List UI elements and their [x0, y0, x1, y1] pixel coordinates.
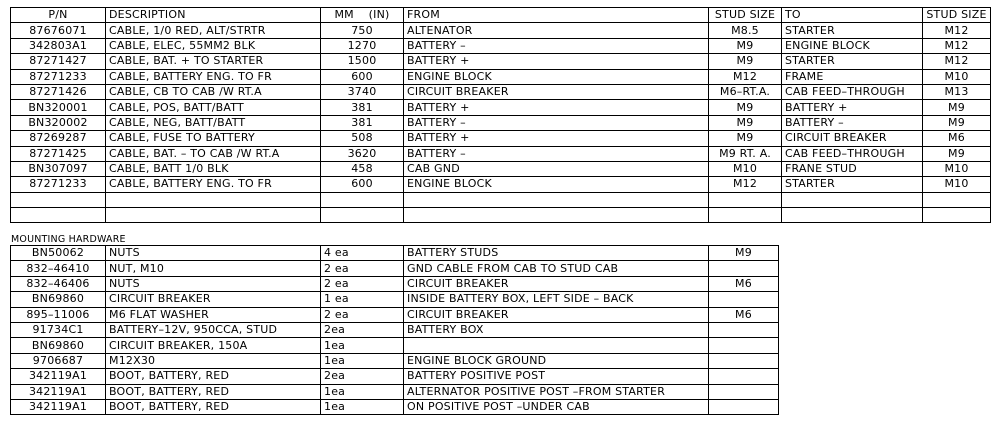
cell-length: 1270	[321, 38, 404, 53]
cell-description: CABLE, FUSE TO BATTERY	[106, 131, 321, 146]
cell-quantity: 2ea	[321, 322, 404, 337]
cell-from-stud-size: M9	[709, 100, 782, 115]
table-row	[11, 384, 779, 399]
cell-quantity: 1ea	[321, 384, 404, 399]
empty-cell	[11, 192, 106, 207]
table-row	[11, 146, 991, 161]
cell-length: 3740	[321, 84, 404, 99]
header-description: DESCRIPTION	[106, 8, 321, 23]
cell-pn: 87271426	[11, 84, 106, 99]
cell-description: CABLE, ELEC, 55MM2 BLK	[106, 38, 321, 53]
empty-cell	[106, 208, 321, 223]
cell-length: 381	[321, 100, 404, 115]
cell-description: NUT, M10	[106, 261, 321, 276]
empty-cell	[321, 192, 404, 207]
cell-to: STARTER	[782, 177, 923, 192]
cell-length: 458	[321, 161, 404, 176]
empty-cell	[11, 208, 106, 223]
empty-cell	[709, 208, 782, 223]
cell-to-stud-size: M9	[923, 146, 991, 161]
table-row	[11, 23, 991, 38]
cell-stud-size	[709, 338, 779, 353]
cell-from: ALTENATOR	[404, 23, 709, 38]
table-row	[11, 100, 991, 115]
cell-location: INSIDE BATTERY BOX, LEFT SIDE – BACK	[404, 292, 709, 307]
cell-description: CABLE, CB TO CAB /W RT.A	[106, 84, 321, 99]
cell-length: 508	[321, 131, 404, 146]
cell-to-stud-size: M12	[923, 38, 991, 53]
cell-pn: 895–11006	[11, 307, 106, 322]
header-from-stud-size: STUD SIZE	[709, 8, 782, 23]
cell-pn: 87271425	[11, 146, 106, 161]
cell-from-stud-size: M9	[709, 54, 782, 69]
cell-pn: 9706687	[11, 353, 106, 368]
cell-to-stud-size: M13	[923, 84, 991, 99]
header-to-stud-size: STUD SIZE	[923, 8, 991, 23]
cell-stud-size: M9	[709, 246, 779, 261]
cell-from: ENGINE BLOCK	[404, 69, 709, 84]
cell-stud-size	[709, 322, 779, 337]
cell-to: STARTER	[782, 54, 923, 69]
cell-quantity: 2 ea	[321, 307, 404, 322]
cell-from: BATTERY +	[404, 54, 709, 69]
cell-quantity: 4 ea	[321, 246, 404, 261]
cell-from-stud-size: M9	[709, 131, 782, 146]
cell-from-stud-size: M9	[709, 38, 782, 53]
cell-description: CABLE, POS, BATT/BATT	[106, 100, 321, 115]
cell-quantity: 1ea	[321, 353, 404, 368]
header-mm-in: MM (IN)	[321, 8, 404, 23]
cell-location: ON POSITIVE POST –UNDER CAB	[404, 399, 709, 414]
cell-description: CIRCUIT BREAKER, 150A	[106, 338, 321, 353]
cell-pn: 91734C1	[11, 322, 106, 337]
cell-description: BOOT, BATTERY, RED	[106, 399, 321, 414]
empty-cell	[782, 192, 923, 207]
cell-location: GND CABLE FROM CAB TO STUD CAB	[404, 261, 709, 276]
table-row	[11, 307, 779, 322]
table-row	[11, 261, 779, 276]
table-row	[11, 369, 779, 384]
cell-pn: BN50062	[11, 246, 106, 261]
cell-to: BATTERY –	[782, 115, 923, 130]
table-row	[11, 353, 779, 368]
cell-location: BATTERY POSITIVE POST	[404, 369, 709, 384]
cell-from-stud-size: M9	[709, 115, 782, 130]
empty-cell	[923, 208, 991, 223]
cell-from: BATTERY +	[404, 100, 709, 115]
cell-to: STARTER	[782, 23, 923, 38]
cell-description: NUTS	[106, 246, 321, 261]
empty-cell	[709, 192, 782, 207]
header-pn: P/N	[11, 8, 106, 23]
empty-cell	[923, 192, 991, 207]
cell-pn: 87271427	[11, 54, 106, 69]
cell-to: ENGINE BLOCK	[782, 38, 923, 53]
cell-location: BATTERY STUDS	[404, 246, 709, 261]
cell-description: CABLE, 1/0 RED, ALT/STRTR	[106, 23, 321, 38]
cell-length: 750	[321, 23, 404, 38]
cell-length: 600	[321, 69, 404, 84]
cell-pn: BN320002	[11, 115, 106, 130]
table-row	[11, 338, 779, 353]
cable-table	[10, 7, 991, 223]
cell-to-stud-size: M12	[923, 54, 991, 69]
cell-to-stud-size: M10	[923, 161, 991, 176]
cell-from-stud-size: M9 RT. A.	[709, 146, 782, 161]
empty-row	[11, 192, 991, 207]
cell-pn: BN307097	[11, 161, 106, 176]
empty-cell	[321, 208, 404, 223]
empty-row	[11, 208, 991, 223]
cell-stud-size	[709, 369, 779, 384]
table-row	[11, 84, 991, 99]
table-row	[11, 54, 991, 69]
empty-cell	[106, 192, 321, 207]
cell-to-stud-size: M10	[923, 69, 991, 84]
cell-description: CABLE, NEG, BATT/BATT	[106, 115, 321, 130]
cell-stud-size: M6	[709, 307, 779, 322]
cell-location	[404, 338, 709, 353]
table-row	[11, 276, 779, 291]
cell-stud-size	[709, 261, 779, 276]
cell-description: CABLE, BAT. + TO STARTER	[106, 54, 321, 69]
cell-from: BATTERY –	[404, 115, 709, 130]
header-to: TO	[782, 8, 923, 23]
cell-from-stud-size: M8.5	[709, 23, 782, 38]
table-row	[11, 292, 779, 307]
cell-from: BATTERY –	[404, 38, 709, 53]
cell-description: NUTS	[106, 276, 321, 291]
cell-pn: 832–46410	[11, 261, 106, 276]
cell-description: CABLE, BATTERY ENG. TO FR	[106, 69, 321, 84]
cell-description: M12X30	[106, 353, 321, 368]
cell-to: FRANE STUD	[782, 161, 923, 176]
cell-pn: 87269287	[11, 131, 106, 146]
cell-from: CIRCUIT BREAKER	[404, 84, 709, 99]
cell-to: CIRCUIT BREAKER	[782, 131, 923, 146]
cell-description: BATTERY–12V, 950CCA, STUD	[106, 322, 321, 337]
cell-location: ENGINE BLOCK GROUND	[404, 353, 709, 368]
cell-to-stud-size: M9	[923, 100, 991, 115]
cell-stud-size	[709, 292, 779, 307]
cell-pn: BN69860	[11, 338, 106, 353]
cell-pn: 342803A1	[11, 38, 106, 53]
cell-to-stud-size: M9	[923, 115, 991, 130]
cell-description: BOOT, BATTERY, RED	[106, 384, 321, 399]
cell-from-stud-size: M12	[709, 69, 782, 84]
table-row	[11, 177, 991, 192]
header-from: FROM	[404, 8, 709, 23]
cell-location: ALTERNATOR POSITIVE POST –FROM STARTER	[404, 384, 709, 399]
cell-quantity: 2 ea	[321, 276, 404, 291]
cell-pn: 342119A1	[11, 384, 106, 399]
cell-quantity: 1 ea	[321, 292, 404, 307]
table-row	[11, 322, 779, 337]
cell-to: CAB FEED–THROUGH	[782, 84, 923, 99]
cell-description: BOOT, BATTERY, RED	[106, 369, 321, 384]
empty-cell	[404, 208, 709, 223]
cell-pn: 87271233	[11, 177, 106, 192]
cell-to: BATTERY +	[782, 100, 923, 115]
cell-to-stud-size: M10	[923, 177, 991, 192]
cell-length: 381	[321, 115, 404, 130]
cell-pn: 87676071	[11, 23, 106, 38]
cell-pn: BN69860	[11, 292, 106, 307]
mounting-hardware-title: MOUNTING HARDWARE	[11, 234, 126, 245]
cell-quantity: 2ea	[321, 369, 404, 384]
cell-description: CABLE, BATTERY ENG. TO FR	[106, 177, 321, 192]
cell-location: BATTERY BOX	[404, 322, 709, 337]
cell-description: CIRCUIT BREAKER	[106, 292, 321, 307]
cell-from: CAB GND	[404, 161, 709, 176]
cell-stud-size	[709, 353, 779, 368]
cell-pn: BN320001	[11, 100, 106, 115]
cell-from-stud-size: M10	[709, 161, 782, 176]
empty-cell	[404, 192, 709, 207]
cell-quantity: 1ea	[321, 338, 404, 353]
cell-length: 1500	[321, 54, 404, 69]
cell-stud-size	[709, 384, 779, 399]
cell-description: M6 FLAT WASHER	[106, 307, 321, 322]
cell-from: BATTERY –	[404, 146, 709, 161]
mounting-hardware-table	[10, 245, 779, 415]
cable-table-header	[11, 8, 991, 23]
table-row	[11, 399, 779, 414]
cell-to: FRAME	[782, 69, 923, 84]
table-row	[11, 69, 991, 84]
cell-location: CIRCUIT BREAKER	[404, 307, 709, 322]
cell-to-stud-size: M6	[923, 131, 991, 146]
cell-to-stud-size: M12	[923, 23, 991, 38]
cell-pn: 87271233	[11, 69, 106, 84]
cell-length: 600	[321, 177, 404, 192]
cell-stud-size: M6	[709, 276, 779, 291]
cell-location: CIRCUIT BREAKER	[404, 276, 709, 291]
cell-description: CABLE, BATT 1/0 BLK	[106, 161, 321, 176]
cell-quantity: 1ea	[321, 399, 404, 414]
cell-from-stud-size: M6–RT.A.	[709, 84, 782, 99]
cell-from-stud-size: M12	[709, 177, 782, 192]
cell-from: ENGINE BLOCK	[404, 177, 709, 192]
cell-stud-size	[709, 399, 779, 414]
cell-description: CABLE, BAT. – TO CAB /W RT.A	[106, 146, 321, 161]
cell-pn: 342119A1	[11, 369, 106, 384]
cell-length: 3620	[321, 146, 404, 161]
table-row	[11, 115, 991, 130]
empty-cell	[782, 208, 923, 223]
table-row	[11, 161, 991, 176]
cell-to: CAB FEED–THROUGH	[782, 146, 923, 161]
table-row	[11, 131, 991, 146]
table-row	[11, 38, 991, 53]
table-row	[11, 246, 779, 261]
cell-pn: 342119A1	[11, 399, 106, 414]
cell-quantity: 2 ea	[321, 261, 404, 276]
cell-from: BATTERY +	[404, 131, 709, 146]
cell-pn: 832–46406	[11, 276, 106, 291]
